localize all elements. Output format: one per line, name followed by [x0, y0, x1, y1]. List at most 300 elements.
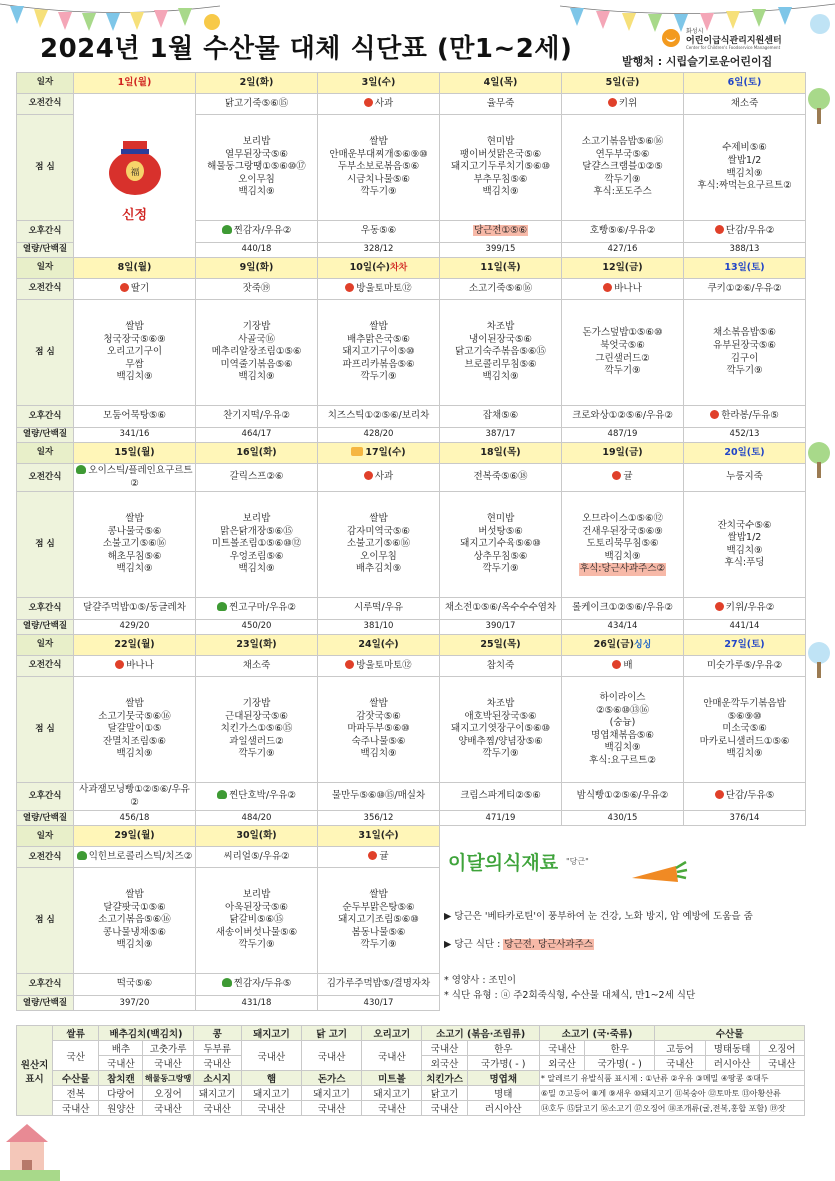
lunch-item: 소불고기⑤⑥⑯: [346, 538, 411, 550]
carrot-icon: [628, 860, 688, 894]
date-label: 2일(화): [239, 76, 274, 88]
lunch-item: 깍두기⑨: [238, 748, 275, 760]
row-label: 열량/단백질: [17, 811, 74, 826]
lunch-item: 백김치⑨: [482, 186, 519, 198]
pm-snack: 사과잼모닝빵①②⑤⑥/우유②: [79, 784, 190, 808]
lunch-item: 닭갈비⑤⑥⑮: [229, 914, 284, 926]
origin-cell: 국내산: [302, 1101, 362, 1116]
date-cell: [440, 258, 562, 279]
lunch-item: 백김치⑨: [116, 939, 153, 951]
lunch-item: 돼지고기두루치기⑤⑥⑩: [451, 161, 550, 173]
lunch-cell: [440, 300, 562, 406]
lunch-item: 무쌈: [125, 358, 144, 370]
lunch-cell: [562, 677, 684, 783]
lunch-cell: [196, 300, 318, 406]
kcal-cell: [318, 428, 440, 443]
kcal-row: [17, 428, 806, 443]
pm-snack: 당근전①⑤⑥: [473, 225, 528, 237]
kcal-protein: 390/17: [485, 621, 516, 632]
origin-head: 참치캔: [99, 1071, 143, 1086]
kcal-cell: [318, 811, 440, 826]
kcal-row: [17, 811, 806, 826]
lunch-item: 차조밥: [486, 321, 515, 333]
kcal-cell: [74, 811, 196, 826]
kcal-cell: [196, 996, 318, 1011]
lunch-item: 애호박된장국⑤⑥: [464, 710, 537, 722]
lunch-cell: [74, 300, 196, 406]
lunch-item: 사골국⑯: [237, 333, 276, 345]
lunch-item: 열무된장국⑤⑥: [225, 148, 288, 160]
date-label: 17일(수): [365, 446, 406, 458]
row-label: 오전간식: [17, 464, 74, 492]
pm-snack-row: [17, 598, 806, 620]
lunch-item: 쌀밥: [369, 321, 388, 333]
am-cell: [318, 847, 440, 868]
logo-city: 화성시: [686, 28, 704, 35]
origin-cell: 국가명( - ): [585, 1056, 655, 1071]
broccoli-icon: [77, 851, 87, 860]
am-snack: 방울토마토⑫: [356, 659, 412, 671]
lunch-item: 봄동나물⑤⑥: [351, 926, 406, 938]
lunch-item: 소불고기⑤⑥⑯: [102, 538, 167, 550]
lunch-item: 소고기뭇국⑤⑥⑯: [98, 710, 171, 722]
lunch-item: 후식:요구르트②: [589, 754, 656, 766]
monthly-ingredient-name: "당근": [566, 857, 589, 866]
apple-icon: [603, 283, 612, 292]
date-cell: [74, 635, 196, 656]
kcal-protein: 471/19: [485, 812, 516, 823]
lunch-item: 소고기볶음밥⑤⑥⑯: [581, 136, 664, 148]
am-snack: 방울토마토⑫: [356, 282, 412, 294]
row-label: 오전간식: [17, 656, 74, 677]
kcal-cell: [318, 243, 440, 258]
row-label: 오전간식: [17, 94, 74, 115]
row-label: 점 심: [17, 868, 74, 974]
am-snack: 닭고기죽⑤⑥⑮: [224, 97, 289, 109]
origin-row-4: [17, 1071, 805, 1086]
date-row: [17, 73, 806, 94]
pm-snack: 채소전①⑤⑥/옥수수수염차: [444, 602, 557, 614]
origin-row-2: [17, 1041, 805, 1056]
am-cell: [196, 279, 318, 300]
origin-cell: 국산: [53, 1041, 99, 1071]
lunch-item: 파프리카볶음⑤⑥: [342, 358, 415, 370]
origin-cell: 국가명( - ): [467, 1056, 539, 1071]
kcal-protein: 452/13: [729, 429, 760, 440]
apple-icon: [364, 98, 373, 107]
am-cell: [684, 279, 806, 300]
lunch-item: 감자미역국⑤⑥: [347, 525, 410, 537]
date-cell: [318, 258, 440, 279]
pm-cell: [196, 974, 318, 996]
kcal-cell: [318, 996, 440, 1011]
date-label: 9일(화): [239, 261, 274, 273]
am-snack: 전복죽⑤⑥⑱: [473, 471, 528, 483]
lunch-item: 백김치⑨: [482, 371, 519, 383]
date-cell: [74, 73, 196, 94]
logo-english: Center for Children's Foodservice Management: [686, 45, 781, 50]
row-label: 오후간식: [17, 598, 74, 620]
origin-cell: 국내산: [422, 1041, 467, 1056]
row-label: 점 심: [17, 677, 74, 783]
kcal-protein: 328/12: [363, 244, 394, 255]
date-label: 8일(월): [117, 261, 152, 273]
lunch-item: 백김치⑨: [360, 748, 397, 760]
date-cell: [74, 258, 196, 279]
lunch-row: [17, 300, 806, 406]
origin-row-1: [17, 1026, 805, 1041]
kcal-protein: 464/17: [241, 429, 272, 440]
lunch-cell: [196, 677, 318, 783]
date-cell: [684, 258, 806, 279]
lunch-item: 쌀밥: [369, 698, 388, 710]
date-label: 31일(수): [358, 829, 399, 841]
carrot-description: ▶ 당근은 '베타카로틴'이 풍부하여 눈 건강, 노화 방지, 암 예방에 도움을 줌: [444, 911, 753, 922]
apple-icon: [364, 471, 373, 480]
lunch-item: 깍두기⑨: [726, 365, 763, 377]
broccoli-icon: [222, 225, 232, 234]
lunch-item: 순두부맑은탕⑤⑥: [342, 901, 415, 913]
apple-icon: [345, 283, 354, 292]
lunch-cell: [684, 300, 806, 406]
lunch-item: 안매운부대찌개⑤⑥⑨⑩: [329, 148, 428, 160]
am-snack: 씨리얼⑤/우유②: [223, 850, 290, 862]
lunch-item: (숭늉): [609, 717, 636, 729]
am-snack: 채소죽: [242, 659, 271, 671]
kcal-cell: [562, 811, 684, 826]
lunch-item: 백김치⑨: [604, 550, 641, 562]
date-cell: [440, 443, 562, 464]
am-cell: [318, 94, 440, 115]
origin-cell: 돼지고기: [362, 1086, 422, 1101]
pm-snack: 물만두⑤⑥⑩⑮/매실차: [331, 790, 426, 802]
origin-table: [16, 1025, 805, 1116]
am-cell: [74, 656, 196, 677]
date-row: [17, 635, 806, 656]
pm-cell: [684, 598, 806, 620]
apple-icon: [612, 471, 621, 480]
lunch-item: 새송이버섯나물⑤⑥: [215, 926, 298, 938]
lunch-cell: [684, 492, 806, 598]
am-cell: [684, 94, 806, 115]
origin-cell: 국내산: [193, 1101, 241, 1116]
lunch-item: 과일샐러드②: [229, 735, 284, 747]
lunch-item: 쌀밥: [125, 698, 144, 710]
origin-cell: 다랑어: [99, 1086, 143, 1101]
kcal-cell: [562, 620, 684, 635]
lunch-cell: [196, 868, 318, 974]
lunch-item: 잔치국수⑤⑥: [717, 519, 772, 531]
carrot-menu-value: 당근전, 당근사과주스: [504, 939, 593, 950]
row-label: 일자: [17, 635, 74, 656]
kcal-cell: [74, 996, 196, 1011]
row-label: 점 심: [17, 115, 74, 221]
lunch-item: 소고기볶음⑤⑥⑯: [98, 914, 171, 926]
date-label: 25일(목): [480, 638, 521, 650]
kcal-cell: [684, 811, 806, 826]
broccoli-icon: [222, 978, 232, 987]
lunch-item: 달걀스크램블①②⑤: [582, 161, 663, 173]
lunch-item: 백김치⑨: [238, 186, 275, 198]
tree-icon: [806, 640, 832, 680]
pm-cell: [318, 406, 440, 428]
row-label: 열량/단백질: [17, 243, 74, 258]
lunch-item: 백김치⑨: [726, 544, 763, 556]
lunch-cell: [440, 677, 562, 783]
am-cell: [562, 464, 684, 492]
pm-cell: [318, 974, 440, 996]
date-label: 5일(금): [605, 76, 640, 88]
date-cell: [196, 443, 318, 464]
pm-snack: 김가루주먹밥⑤/결명자차: [326, 978, 431, 990]
date-cell: [196, 258, 318, 279]
pm-cell: [74, 974, 196, 996]
lunch-item: 깍두기⑨: [360, 939, 397, 951]
row-label: 점 심: [17, 492, 74, 598]
am-snack: 잣죽⑲: [242, 282, 271, 294]
origin-cell: 국내산: [53, 1101, 99, 1116]
date-cell: [74, 826, 196, 847]
pm-cell: [684, 783, 806, 811]
lunch-cell: [440, 492, 562, 598]
lunch-item: 쌀밥: [125, 513, 144, 525]
kcal-protein: 381/10: [363, 621, 394, 632]
origin-cell: 국내산: [241, 1101, 301, 1116]
pm-cell: [440, 783, 562, 811]
lunch-item: ②⑤⑥⑩⑬⑯: [595, 704, 650, 716]
origin-cell: 러시아산: [705, 1056, 759, 1071]
kcal-protein: 430/17: [363, 997, 394, 1008]
kcal-protein: 388/13: [729, 244, 760, 255]
lunch-item: 냉이된장국⑤⑥: [469, 333, 532, 345]
lunch-item: 마카로니샐러드①⑤⑥: [699, 735, 790, 747]
lunch-item: 깍두기⑨: [482, 748, 519, 760]
pm-cell: [74, 783, 196, 811]
date-row: [17, 258, 806, 279]
pm-cell: [440, 221, 562, 243]
pm-cell: [562, 221, 684, 243]
date-label: 22일(월): [114, 638, 155, 650]
lunch-item: 깍두기⑨: [604, 173, 641, 185]
kcal-row: [17, 620, 806, 635]
am-snack: 사과: [374, 97, 394, 109]
origin-cell: 고춧가루: [143, 1041, 193, 1056]
am-snack: 소고기죽⑤⑥⑯: [468, 282, 533, 294]
am-snack: 채소죽: [730, 97, 759, 109]
lunch-item: 백김치⑨: [116, 563, 153, 575]
pm-cell: [562, 783, 684, 811]
row-label: 열량/단백질: [17, 996, 74, 1011]
row-label: 열량/단백질: [17, 620, 74, 635]
am-cell: [196, 94, 318, 115]
date-label: 13일(토): [724, 261, 765, 273]
day-tag: 차차: [389, 262, 408, 273]
lunch-item: 차조밥: [486, 698, 515, 710]
row-label: 오후간식: [17, 221, 74, 243]
origin-cell: 국내산: [241, 1041, 301, 1071]
kcal-protein: 484/20: [241, 812, 272, 823]
kcal-protein: 376/14: [729, 812, 760, 823]
row-label: 오후간식: [17, 974, 74, 996]
lunch-cell: [318, 677, 440, 783]
date-label: 6일(토): [727, 76, 762, 88]
lunch-item: 쌀밥: [125, 889, 144, 901]
pm-cell: [318, 783, 440, 811]
lunch-cell: [562, 492, 684, 598]
am-cell: [440, 464, 562, 492]
row-label: 오전간식: [17, 847, 74, 868]
lunch-item: 쌀밥: [369, 136, 388, 148]
date-label: 23일(화): [236, 638, 277, 650]
kcal-protein: 427/16: [607, 244, 638, 255]
lunch-cell: [196, 115, 318, 221]
lunch-item: 버섯탕⑤⑥: [478, 525, 523, 537]
broccoli-icon: [217, 790, 227, 799]
pm-snack: 찐감자/우유②: [233, 225, 292, 237]
origin-cell: 국내산: [655, 1056, 705, 1071]
lunch-item: 기장밥: [242, 321, 271, 333]
lunch-item: 하이라이스: [599, 691, 646, 703]
date-label: 10일(수): [349, 261, 390, 273]
am-cell: [196, 464, 318, 492]
lunch-cell: [318, 492, 440, 598]
date-label: 20일(토): [724, 446, 765, 458]
origin-cell: 외국산: [422, 1056, 467, 1071]
pm-cell: [684, 406, 806, 428]
kcal-protein: 356/12: [363, 812, 394, 823]
am-cell: [318, 464, 440, 492]
origin-cell: 원양산: [99, 1101, 143, 1116]
date-label: 30일(화): [236, 829, 277, 841]
lunch-cell: [562, 300, 684, 406]
lunch-item: 해초무침⑤⑥: [107, 550, 162, 562]
origin-cell: 국내산: [362, 1041, 422, 1071]
am-snack-row: [17, 464, 806, 492]
apple-icon: [120, 283, 129, 292]
am-cell: [684, 656, 806, 677]
am-snack: 딸기: [130, 282, 150, 294]
lunch-item: 백김치⑨: [116, 371, 153, 383]
pm-snack: 찬기지떡/우유②: [223, 410, 290, 422]
date-cell: [318, 73, 440, 94]
tree-icon: [806, 86, 832, 126]
date-row: [17, 443, 806, 464]
kcal-protein: 429/20: [119, 621, 150, 632]
lunch-item: 보리밥: [242, 889, 271, 901]
row-label: 점 심: [17, 300, 74, 406]
origin-head: 오리고기: [362, 1026, 422, 1041]
lunch-item: 두부소보로볶음⑤⑥: [337, 161, 420, 173]
am-snack: 바나나: [614, 282, 642, 294]
am-cell: [318, 279, 440, 300]
origin-head: 배추김치(백김치): [99, 1026, 193, 1041]
pm-cell: [440, 598, 562, 620]
lunch-item: 청국장국⑤⑥⑨: [103, 333, 166, 345]
lunch-item: 쌀밥1/2: [727, 532, 762, 544]
lunch-item: 깍두기⑨: [238, 939, 275, 951]
apple-icon: [368, 851, 377, 860]
kcal-cell: [440, 620, 562, 635]
origin-head: 햄: [241, 1071, 301, 1086]
lunch-item: 상추무침⑤⑥: [473, 550, 528, 562]
am-cell: [196, 656, 318, 677]
pm-snack: 밤식빵①②⑤⑥/우유②: [576, 790, 669, 802]
lunch-item: 북엇국⑤⑥: [600, 339, 645, 351]
lunch-item: 브로콜리무침⑤⑥: [464, 358, 537, 370]
kcal-protein: 456/18: [119, 812, 150, 823]
date-cell: [318, 443, 440, 464]
lunch-item: 메추리알장조림①⑤⑥: [211, 346, 302, 358]
origin-cell: 두부류: [193, 1041, 241, 1056]
kcal-cell: [562, 428, 684, 443]
allergy-legend: ⑭호두 ⑮닭고기 ⑯소고기 ⑰오징어 ⑱조개류(굴,전복,홍합 포함) ⑲잣: [539, 1101, 804, 1116]
kcal-protein: 450/20: [241, 621, 272, 632]
date-label: 27일(토): [724, 638, 765, 650]
lunch-item: 오이무침: [238, 173, 275, 185]
lunch-item: 유부된장국⑤⑥: [713, 339, 776, 351]
nutritionist: * 영양사 : 조민이: [444, 975, 517, 986]
date-cell: [562, 73, 684, 94]
pm-cell: [318, 598, 440, 620]
am-cell: [440, 656, 562, 677]
lunch-item: 보리밥: [242, 136, 271, 148]
origin-row-5: [17, 1086, 805, 1101]
am-snack: 누룽지죽: [726, 471, 763, 483]
date-label: 3일(수): [361, 76, 396, 88]
apple-icon: [612, 660, 621, 669]
pm-snack: 찐단호박/우유②: [229, 790, 296, 802]
date-label: 24일(수): [358, 638, 399, 650]
origin-cell: 국내산: [759, 1056, 804, 1071]
apple-icon: [715, 602, 724, 611]
date-label: 19일(금): [602, 446, 643, 458]
origin-cell: 돼지고기: [302, 1086, 362, 1101]
date-cell: [562, 258, 684, 279]
apple-icon: [115, 660, 124, 669]
broccoli-icon: [217, 602, 227, 611]
lunch-item: 건새우된장국⑤⑥⑨: [582, 525, 663, 537]
am-snack: 귤: [623, 471, 633, 483]
broccoli-icon: [76, 465, 86, 474]
am-cell: [562, 94, 684, 115]
menu-type: * 식단 유형 : ⓐ 주2회죽식형, 수산물 대체식, 만1~2세 식단: [444, 990, 696, 1001]
kcal-protein: 487/19: [607, 429, 638, 440]
origin-cell: 국내산: [302, 1041, 362, 1071]
lunch-item: 보리밥: [242, 513, 271, 525]
lunch-item: 백김치⑨: [238, 371, 275, 383]
lunch-item: 연두부국⑤⑥: [595, 148, 650, 160]
row-label: 오전간식: [17, 279, 74, 300]
am-snack: 쿠키①②⑥/우유②: [707, 282, 782, 294]
pm-cell: [196, 406, 318, 428]
lunch-item: 배추맑은국⑤⑥: [347, 333, 410, 345]
lunch-item: 깍두기⑨: [604, 365, 641, 377]
am-cell: [74, 464, 196, 492]
lunch-cell: [440, 115, 562, 221]
kcal-protein: 428/20: [363, 429, 394, 440]
publisher: 발행처 : 시립슬기로운어린이집: [622, 55, 773, 68]
lunch-item: 미역줄기볶음⑤⑥: [220, 358, 293, 370]
pm-cell: [196, 221, 318, 243]
origin-head: 수산물: [53, 1071, 99, 1086]
pm-snack: 키위/우유②: [725, 602, 775, 614]
apple-icon: [715, 225, 724, 234]
lunch-row: [17, 677, 806, 783]
lunch-item: 콩나물국⑤⑥: [107, 525, 162, 537]
lunch-item: 맑은닭개장⑤⑥⑮: [220, 525, 293, 537]
kcal-protein: 434/14: [607, 621, 638, 632]
date-cell: [318, 635, 440, 656]
